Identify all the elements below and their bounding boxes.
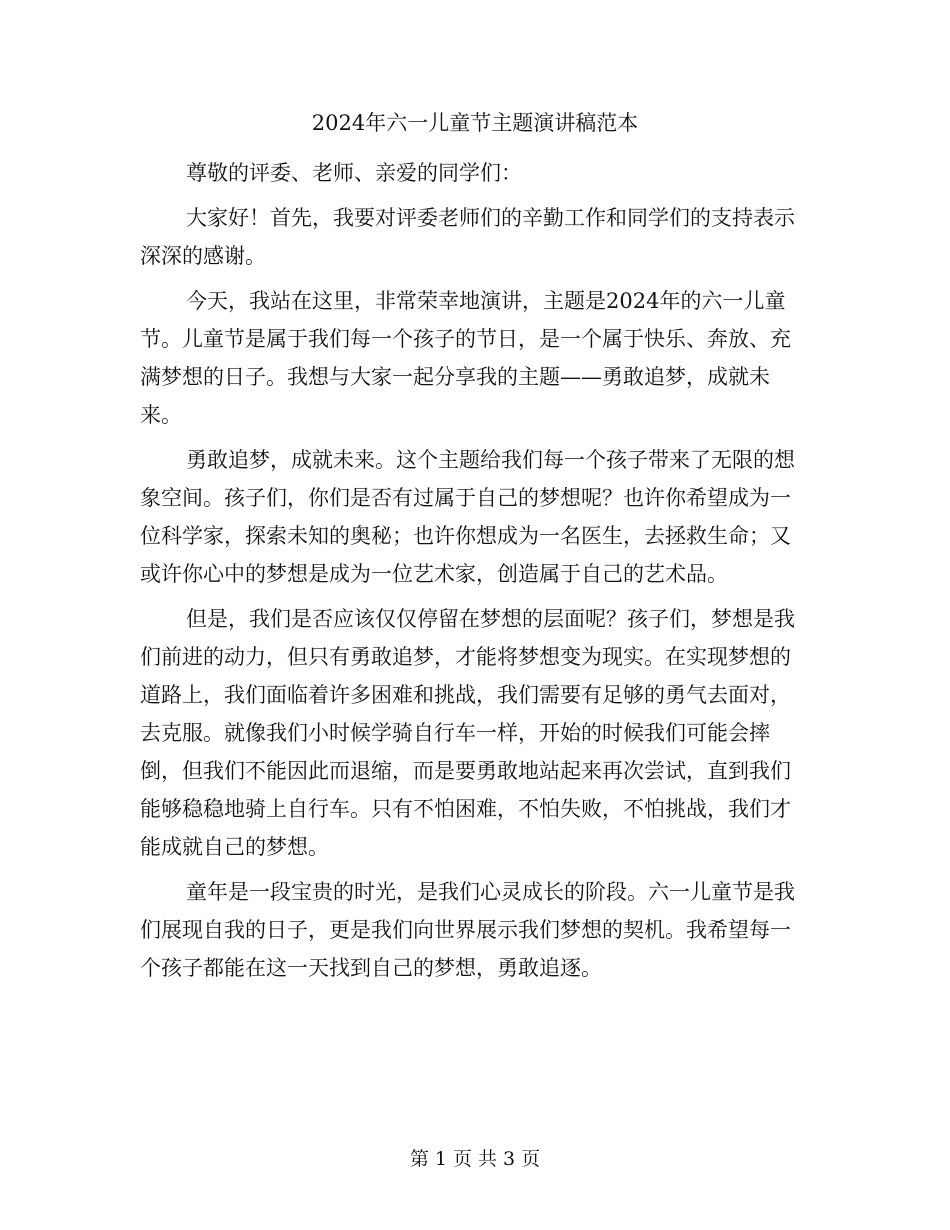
paragraph-dream-imagination: 勇敢追梦，成就未来。这个主题给我们每一个孩子带来了无限的想象空间。孩子们，你们是否有过属于自己的梦想呢？也许你希望成为一位科学家，探索未知的奥秘；也许你想成为一名医生，去拯救生命；又或许你心中的梦想是成为一位艺术家，创造属于自己的艺术品。 [140, 448, 795, 586]
paragraph-courage: 但是，我们是否应该仅仅停留在梦想的层面呢？孩子们，梦想是我们前进的动力，但只有勇敢追梦，才能将梦想变为现实。在实现梦想的道路上，我们面临着许多困难和挑战，我们需要有足够的勇气去面对，去克服。就像我们小时候学骑自行车一样，开始的时候我们可能会摔倒，但我们不能因此而退缩，而是要勇敢地站起来再次尝试，直到我们能够稳稳地骑上自行车。只有不怕困难，不怕失败，不怕挑战，我们才能成就自己的梦想。 [140, 607, 795, 859]
paragraph-topic-intro: 今天，我站在这里，非常荣幸地演讲，主题是2024年的六一儿童节。儿童节是属于我们每一个孩子的节日，是一个属于快乐、奔放、充满梦想的日子。我想与大家一起分享我的主题——勇敢追梦，成就未来。 [140, 289, 791, 427]
paragraph-greeting: 大家好！首先，我要对评委老师们的辛勤工作和同学们的支持表示深深的感谢。 [140, 206, 795, 268]
paragraph-childhood: 童年是一段宝贵的时光，是我们心灵成长的阶段。六一儿童节是我们展现自我的日子，更是我们向世界展示我们梦想的契机。我希望每一个孩子都能在这一天找到自己的梦想，勇敢追逐。 [140, 880, 795, 980]
page-number-footer: 第 1 页 共 3 页 [409, 1148, 541, 1170]
document-title: 2024年六一儿童节主题演讲稿范本 [311, 111, 639, 135]
paragraph-salutation: 尊敬的评委、老师、亲爱的同学们： [186, 161, 522, 185]
document-body [140, 154, 804, 987]
